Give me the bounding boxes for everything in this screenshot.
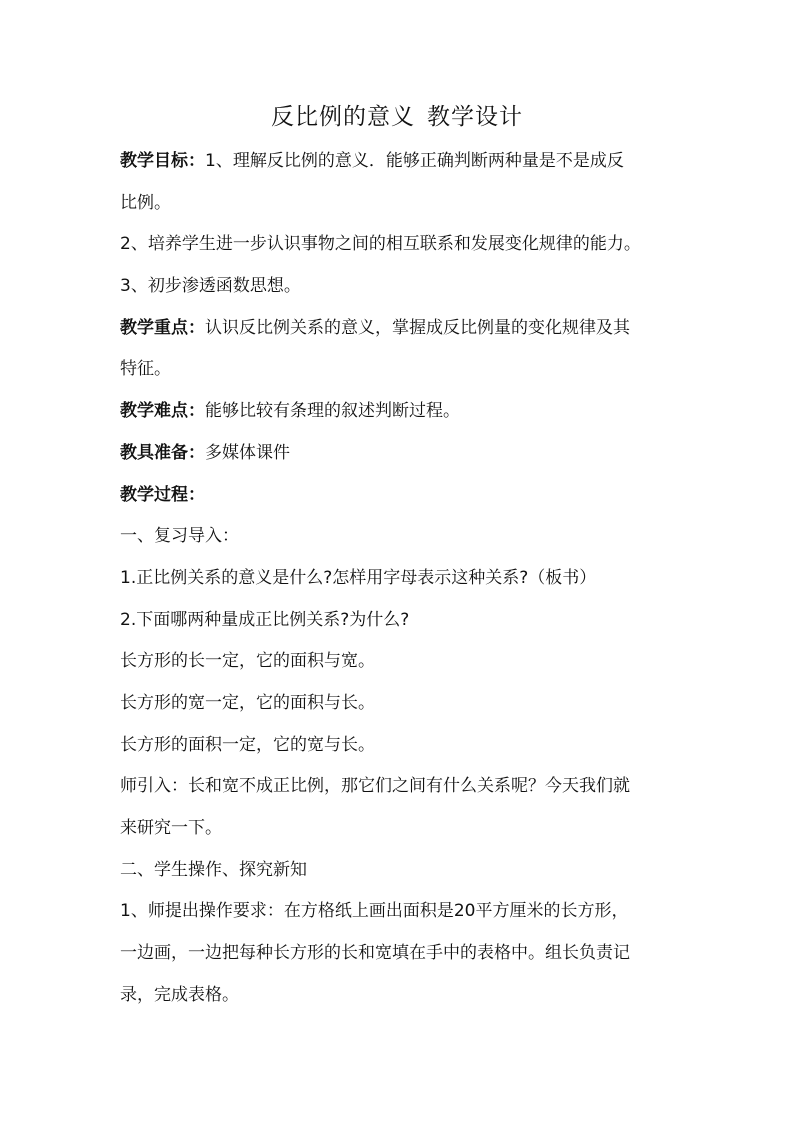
objectives-text-1: 1、理解反比例的意义．能够正确判断两种量是不是成反 [205, 151, 624, 171]
section1-heading: 一、复习导入： [120, 526, 239, 547]
section2-step1-line-3: 录，完成表格。 [120, 984, 239, 1005]
difficulties-text: 能够比较有条理的叙述判断过程。 [205, 401, 460, 422]
key-points-text-1: 认识反比例关系的意义，掌握成反比例量的变化规律及其 [205, 317, 630, 338]
objectives-label: 教学目标： [120, 151, 205, 171]
key-points-line-1 [120, 308, 680, 350]
section1-question-1: 1.正比例关系的意义是什么?怎样用字母表示这种关系?（板书） [120, 567, 597, 588]
section2-step1-line-1: 1、师提出操作要求：在方格纸上画出面积是20平方厘米的长方形， [120, 901, 629, 922]
materials-line [120, 433, 680, 475]
section1-intro-line-1: 师引入：长和宽不成正比例，那它们之间有什么关系呢？今天我们就 [120, 776, 630, 797]
difficulties-line [120, 391, 680, 433]
objectives-item-2: 2、培养学生进一步认识事物之间的相互联系和发展变化规律的能力。 [120, 234, 641, 255]
objectives-line-2: 比例。 [120, 192, 171, 213]
section1-case-3: 长方形的面积一定，它的宽与长。 [120, 734, 375, 755]
materials-text: 多媒体课件 [205, 442, 290, 463]
key-points-label: 教学重点： [120, 317, 205, 338]
process-line [120, 475, 680, 517]
process-label: 教学过程： [120, 484, 205, 505]
title-sub: 教学设计 [427, 104, 523, 130]
section1-case-1: 长方形的长一定，它的面积与宽。 [120, 651, 375, 672]
materials-label: 教具准备： [120, 442, 205, 463]
section1-case-2: 长方形的宽一定，它的面积与长。 [120, 692, 375, 713]
key-points-line-2: 特征。 [120, 359, 171, 380]
section1-intro-line-2: 来研究一下。 [120, 818, 222, 838]
difficulties-label: 教学难点： [120, 401, 205, 422]
objectives-line-1 [120, 141, 680, 183]
section2-heading: 二、学生操作、探究新知 [120, 859, 307, 880]
objectives-item-3: 3、初步渗透函数思想。 [120, 276, 301, 297]
document-body [120, 141, 680, 1016]
title-main: 反比例的意义 [271, 104, 415, 130]
section1-question-2: 2.下面哪两种量成正比例关系?为什么? [120, 609, 410, 630]
section2-step1-line-2: 一边画，一边把每种长方形的长和宽填在手中的表格中。组长负责记 [120, 943, 630, 964]
document-title [0, 100, 794, 134]
